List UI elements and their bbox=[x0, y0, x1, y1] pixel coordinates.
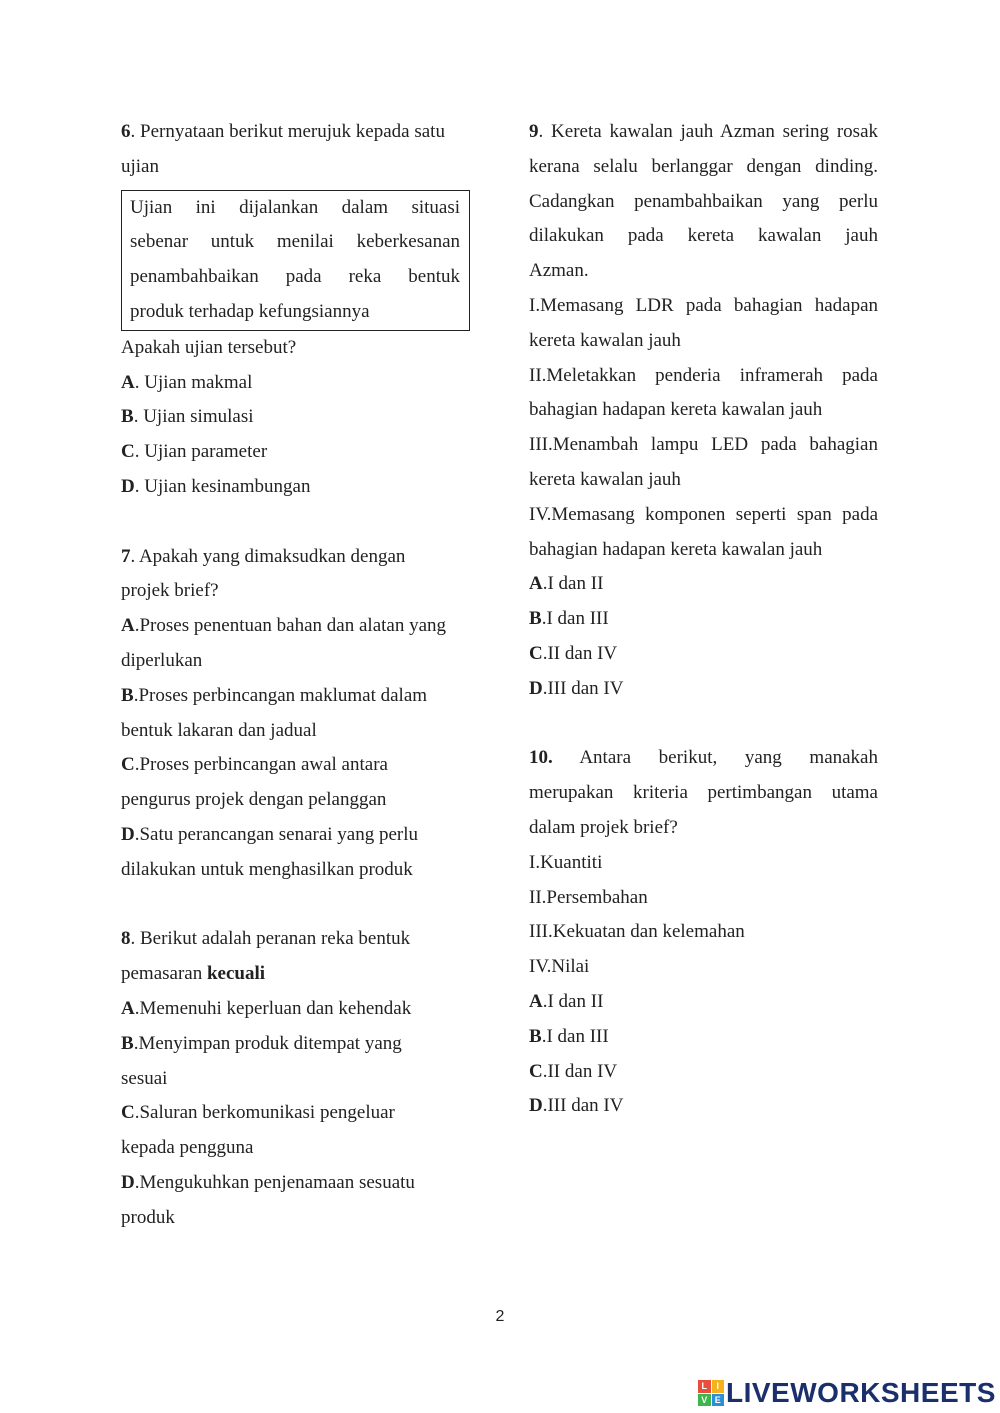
q7-stem-line2: projek brief? bbox=[121, 580, 219, 602]
q10-option-b[interactable]: B.I dan III bbox=[529, 1025, 609, 1047]
q7-option-a[interactable]: A.Proses penentuan bahan dan alatan yang diperlukan bbox=[121, 615, 447, 671]
q6-option-d[interactable]: D. Ujian kesinambungan bbox=[121, 475, 311, 497]
spacer bbox=[121, 505, 469, 540]
q7-number: 7 bbox=[121, 545, 131, 567]
q9-statement-3: III.Menambah lampu LED pada bahagian kereta kawalan jauh bbox=[529, 434, 878, 490]
q6-stem-line2: ujian bbox=[121, 155, 159, 177]
q9-statement-4: IV.Memasang komponen seperti span pada bahagian hadapan kereta kawalan jauh bbox=[529, 503, 878, 560]
q8-option-b[interactable]: B.Menyimpan produk ditempat yang sesuai bbox=[121, 1032, 402, 1089]
q6-box-line: Ujian ini dijalankan dalam situasi bbox=[130, 196, 460, 218]
q6-box-line: produk terhadap kefungsiannya bbox=[130, 300, 370, 322]
q6-stem-line1: 6. Pernyataan berikut merujuk kepada satu bbox=[121, 121, 445, 142]
q9-stem-line: Azman. bbox=[529, 260, 589, 282]
q10-option-a[interactable]: A.I dan II bbox=[529, 990, 604, 1012]
logo-tile: I bbox=[712, 1380, 725, 1393]
q6-option-b[interactable]: B. Ujian simulasi bbox=[121, 406, 254, 428]
q7-option-b[interactable]: B.Proses perbincangan maklumat dalam bentuk lakaran dan jadual bbox=[121, 684, 428, 741]
q9-stem-line: dilakukan pada kereta kawalan jauh bbox=[529, 225, 878, 247]
q8-option-d[interactable]: D.Mengukuhkan penjenamaan sesuatu produk bbox=[121, 1171, 415, 1228]
q9-option-b[interactable]: B.I dan III bbox=[529, 608, 609, 630]
q10-number: 10. bbox=[529, 747, 553, 769]
q8-option-c[interactable]: C.Saluran berkomunikasi pengeluar kepada pengguna bbox=[121, 1102, 395, 1159]
q9-stem-line: 9. Kereta kawalan jauh Azman sering rosak bbox=[529, 121, 878, 142]
q10-stem-line: merupakan kriteria pertimbangan utama bbox=[529, 782, 878, 804]
q6-box-line: sebenar untuk menilai keberkesanan bbox=[130, 231, 460, 253]
liveworksheets-logo[interactable] bbox=[698, 1376, 996, 1410]
logo-text: LIVEWORKSHEETS bbox=[726, 1377, 996, 1408]
q10-stem-line: 10. Antara berikut, yang manakah bbox=[529, 747, 878, 769]
q6-option-c[interactable]: C. Ujian parameter bbox=[121, 441, 268, 463]
q10-stem-line: dalam projek brief? bbox=[529, 816, 678, 838]
logo-tile: L bbox=[698, 1380, 711, 1393]
q9-option-a[interactable]: A.I dan II bbox=[529, 573, 604, 595]
q8-option-a[interactable]: A.Memenuhi keperluan dan kehendak bbox=[121, 997, 412, 1019]
liveworksheets-logo-icon bbox=[698, 1380, 724, 1406]
q7-option-d[interactable]: D.Satu perancangan senarai yang perlu dilakukan untuk menghasilkan produk bbox=[121, 823, 419, 880]
q7-option-c[interactable]: C.Proses perbincangan awal antara pengurus projek dengan pelanggan bbox=[121, 754, 388, 811]
q8-number: 8 bbox=[121, 928, 131, 950]
logo-tile: V bbox=[698, 1394, 711, 1407]
spacer bbox=[529, 707, 878, 742]
q6-statement-box bbox=[121, 190, 470, 331]
q8-stem-line1: 8. Berikut adalah peranan reka bentuk bbox=[121, 928, 411, 950]
q8-stem-line2: pemasaran kecuali bbox=[121, 963, 266, 985]
q10-option-d[interactable]: D.III dan IV bbox=[529, 1095, 624, 1117]
left-column bbox=[121, 115, 469, 1236]
q6-option-a[interactable]: A. Ujian makmal bbox=[121, 371, 253, 393]
q8-emphasis: kecuali bbox=[206, 963, 266, 985]
q10-statement-1: I.Kuantiti bbox=[529, 851, 603, 873]
q10-option-c[interactable]: C.II dan IV bbox=[529, 1060, 618, 1082]
spacer bbox=[121, 888, 469, 923]
q9-stem-line: kerana selalu berlanggar dengan dinding. bbox=[529, 155, 878, 177]
q6-box-line: penambahbaikan pada reka bentuk bbox=[130, 266, 460, 288]
q7-stem-line1: 7. Apakah yang dimaksudkan dengan bbox=[121, 545, 406, 567]
q6-number: 6 bbox=[121, 121, 131, 142]
q6-question: Apakah ujian tersebut? bbox=[121, 336, 297, 358]
q9-option-d[interactable]: D.III dan IV bbox=[529, 677, 624, 699]
q9-option-c[interactable]: C.II dan IV bbox=[529, 642, 618, 664]
q9-number: 9 bbox=[529, 121, 539, 142]
q10-statement-4: IV.Nilai bbox=[529, 956, 590, 978]
page-number: 2 bbox=[495, 1308, 505, 1325]
q10-statement-3: III.Kekuatan dan kelemahan bbox=[529, 921, 745, 943]
q10-statement-2: II.Persembahan bbox=[529, 886, 648, 908]
q9-statement-1: I.Memasang LDR pada bahagian hadapan kereta kawalan jauh bbox=[529, 294, 878, 351]
logo-tile: E bbox=[712, 1394, 725, 1407]
q9-statement-2: II.Meletakkan penderia inframerah pada bahagian hadapan kereta kawalan jauh bbox=[529, 364, 878, 421]
q9-stem-line: Cadangkan penambahbaikan yang perlu bbox=[529, 190, 878, 212]
right-column bbox=[529, 115, 878, 1124]
